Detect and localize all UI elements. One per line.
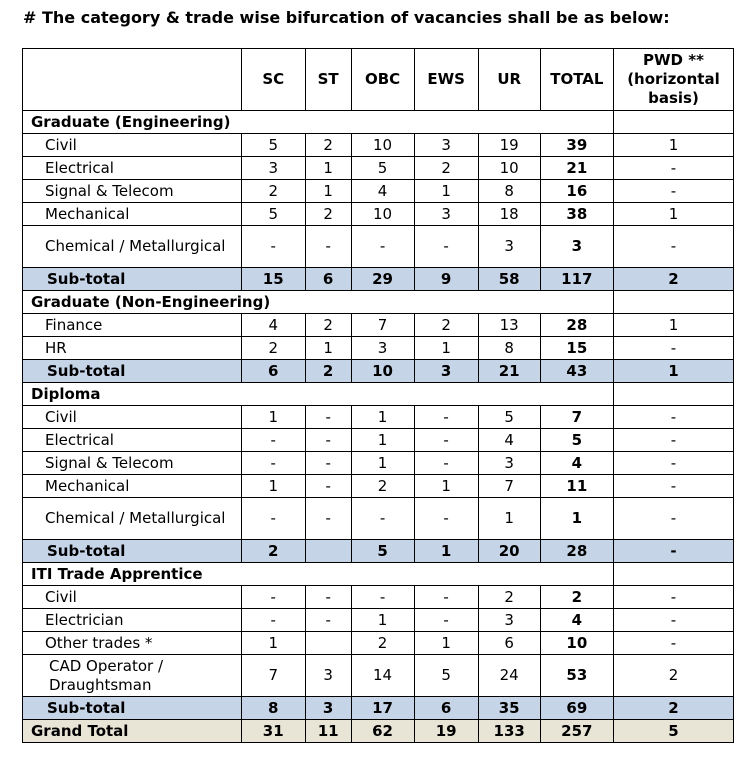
pwd-cell: - (613, 609, 733, 632)
st-cell: - (305, 498, 351, 540)
obc-cell: 4 (351, 180, 414, 203)
grand-total-sc-cell: 31 (241, 720, 305, 743)
subtotal-sc-cell: 6 (241, 360, 305, 383)
ews-cell: - (414, 429, 478, 452)
header-cell-ews: EWS (414, 49, 478, 111)
subtotal-label: Sub-total (23, 360, 242, 383)
total-cell: 28 (540, 314, 613, 337)
table-row (23, 632, 734, 655)
subtotal-st-cell: 6 (305, 268, 351, 291)
section-header-row (23, 563, 734, 586)
st-cell: - (305, 406, 351, 429)
sc-cell: 2 (241, 337, 305, 360)
header-row (23, 49, 734, 111)
pwd-cell: - (613, 586, 733, 609)
section-blank-cell (613, 291, 733, 314)
subtotal-pwd-cell: 2 (613, 268, 733, 291)
trade-name-cell: Mechanical (23, 475, 242, 498)
grand-total-st-cell: 11 (305, 720, 351, 743)
sc-cell: - (241, 609, 305, 632)
total-cell: 7 (540, 406, 613, 429)
pwd-cell: 1 (613, 314, 733, 337)
table-row (23, 406, 734, 429)
trade-name-cell: Finance (23, 314, 242, 337)
ur-cell: 18 (478, 203, 540, 226)
ews-cell: 3 (414, 134, 478, 157)
pwd-cell: - (613, 226, 733, 268)
pwd-cell: - (613, 180, 733, 203)
st-cell: - (305, 475, 351, 498)
subtotal-sc-cell: 15 (241, 268, 305, 291)
trade-name-cell: Chemical / Metallurgical (23, 498, 242, 540)
st-cell: 2 (305, 203, 351, 226)
sc-cell: 1 (241, 406, 305, 429)
ews-cell: - (414, 406, 478, 429)
subtotal-total-cell: 43 (540, 360, 613, 383)
sc-cell: - (241, 452, 305, 475)
table-row (23, 134, 734, 157)
trade-name-cell: Chemical / Metallurgical (23, 226, 242, 268)
total-cell: 3 (540, 226, 613, 268)
subtotal-total-cell: 117 (540, 268, 613, 291)
st-cell (305, 632, 351, 655)
pwd-cell: - (613, 475, 733, 498)
total-cell: 38 (540, 203, 613, 226)
subtotal-obc-cell: 29 (351, 268, 414, 291)
sc-cell: - (241, 498, 305, 540)
subtotal-ews-cell: 3 (414, 360, 478, 383)
sc-cell: 1 (241, 475, 305, 498)
trade-name-cell: Electrical (23, 157, 242, 180)
pwd-cell: - (613, 429, 733, 452)
grand-total-row (23, 720, 734, 743)
ur-cell: 7 (478, 475, 540, 498)
table-row (23, 429, 734, 452)
ur-cell: 19 (478, 134, 540, 157)
ews-cell: - (414, 226, 478, 268)
subtotal-label: Sub-total (23, 697, 242, 720)
st-cell: - (305, 226, 351, 268)
ews-cell: - (414, 498, 478, 540)
ews-cell: 1 (414, 337, 478, 360)
obc-cell: 5 (351, 157, 414, 180)
total-cell: 53 (540, 655, 613, 697)
obc-cell: 2 (351, 632, 414, 655)
subtotal-st-cell: 2 (305, 360, 351, 383)
section-header-row (23, 111, 734, 134)
section-header-row (23, 291, 734, 314)
obc-cell: - (351, 586, 414, 609)
table-row (23, 655, 734, 697)
ews-cell: 2 (414, 157, 478, 180)
subtotal-ews-cell: 1 (414, 540, 478, 563)
subtotal-pwd-cell: 2 (613, 697, 733, 720)
vacancy-table (22, 48, 734, 743)
st-cell: - (305, 609, 351, 632)
st-cell: 1 (305, 337, 351, 360)
total-cell: 15 (540, 337, 613, 360)
total-cell: 39 (540, 134, 613, 157)
ews-cell: - (414, 452, 478, 475)
pwd-cell: - (613, 632, 733, 655)
st-cell: - (305, 452, 351, 475)
total-cell: 4 (540, 452, 613, 475)
obc-cell: - (351, 226, 414, 268)
sc-cell: 5 (241, 134, 305, 157)
table-body (23, 111, 734, 743)
ur-cell: 8 (478, 180, 540, 203)
ur-cell: 2 (478, 586, 540, 609)
section-title: ITI Trade Apprentice (23, 563, 614, 586)
section-title: Graduate (Engineering) (23, 111, 614, 134)
total-cell: 4 (540, 609, 613, 632)
total-cell: 21 (540, 157, 613, 180)
subtotal-sc-cell: 2 (241, 540, 305, 563)
grand-total-obc-cell: 62 (351, 720, 414, 743)
sc-cell: 1 (241, 632, 305, 655)
st-cell: 1 (305, 180, 351, 203)
ews-cell: 1 (414, 475, 478, 498)
table-row (23, 475, 734, 498)
ews-cell: - (414, 609, 478, 632)
subtotal-ews-cell: 6 (414, 697, 478, 720)
ur-cell: 6 (478, 632, 540, 655)
grand-total-ews-cell: 19 (414, 720, 478, 743)
trade-name-cell: Civil (23, 406, 242, 429)
obc-cell: 10 (351, 134, 414, 157)
subtotal-ur-cell: 21 (478, 360, 540, 383)
ur-cell: 10 (478, 157, 540, 180)
header-cell-st: ST (305, 49, 351, 111)
subtotal-row (23, 360, 734, 383)
trade-name-cell: Mechanical (23, 203, 242, 226)
subtotal-total-cell: 69 (540, 697, 613, 720)
subtotal-total-cell: 28 (540, 540, 613, 563)
total-cell: 2 (540, 586, 613, 609)
header-cell-total: TOTAL (540, 49, 613, 111)
subtotal-row (23, 540, 734, 563)
obc-cell: 1 (351, 429, 414, 452)
trade-name-cell: Civil (23, 134, 242, 157)
ur-cell: 13 (478, 314, 540, 337)
total-cell: 1 (540, 498, 613, 540)
subtotal-sc-cell: 8 (241, 697, 305, 720)
subtotal-pwd-cell: - (613, 540, 733, 563)
sc-cell: 3 (241, 157, 305, 180)
grand-total-pwd-cell: 5 (613, 720, 733, 743)
pwd-cell: - (613, 406, 733, 429)
trade-name-cell: Other trades * (23, 632, 242, 655)
obc-cell: 7 (351, 314, 414, 337)
section-blank-cell (613, 563, 733, 586)
subtotal-ur-cell: 20 (478, 540, 540, 563)
pwd-cell: - (613, 498, 733, 540)
ur-cell: 24 (478, 655, 540, 697)
sc-cell: 7 (241, 655, 305, 697)
ews-cell: 5 (414, 655, 478, 697)
sc-cell: 4 (241, 314, 305, 337)
header-cell-ur: UR (478, 49, 540, 111)
section-title: Graduate (Non-Engineering) (23, 291, 614, 314)
st-cell: - (305, 429, 351, 452)
grand-total-ur-cell: 133 (478, 720, 540, 743)
subtotal-st-cell (305, 540, 351, 563)
ur-cell: 3 (478, 609, 540, 632)
total-cell: 10 (540, 632, 613, 655)
subtotal-ur-cell: 58 (478, 268, 540, 291)
table-row (23, 226, 734, 268)
table-row (23, 180, 734, 203)
header-cell-obc: OBC (351, 49, 414, 111)
pwd-cell: - (613, 452, 733, 475)
ews-cell: 1 (414, 632, 478, 655)
pwd-cell: 1 (613, 203, 733, 226)
subtotal-row (23, 697, 734, 720)
subtotal-ews-cell: 9 (414, 268, 478, 291)
obc-cell: - (351, 498, 414, 540)
subtotal-label: Sub-total (23, 540, 242, 563)
subtotal-pwd-cell: 1 (613, 360, 733, 383)
obc-cell: 10 (351, 203, 414, 226)
table-row (23, 337, 734, 360)
ur-cell: 8 (478, 337, 540, 360)
subtotal-st-cell: 3 (305, 697, 351, 720)
table-row (23, 203, 734, 226)
pwd-cell: - (613, 337, 733, 360)
sc-cell: 5 (241, 203, 305, 226)
sc-cell: - (241, 429, 305, 452)
obc-cell: 3 (351, 337, 414, 360)
header-cell-sc: SC (241, 49, 305, 111)
table-row (23, 609, 734, 632)
ur-cell: 3 (478, 226, 540, 268)
ews-cell: 1 (414, 180, 478, 203)
trade-name-cell: Civil (23, 586, 242, 609)
page-title: # The category & trade wise bifurcation of vacancies shall be as below: (23, 8, 670, 27)
sc-cell: - (241, 586, 305, 609)
subtotal-obc-cell: 17 (351, 697, 414, 720)
section-header-row (23, 383, 734, 406)
sc-cell: - (241, 226, 305, 268)
total-cell: 16 (540, 180, 613, 203)
st-cell: 2 (305, 134, 351, 157)
st-cell: - (305, 586, 351, 609)
trade-name-cell: Signal & Telecom (23, 452, 242, 475)
header-cell-pwd: PWD ** (horizontal basis) (613, 49, 733, 111)
section-title: Diploma (23, 383, 614, 406)
subtotal-obc-cell: 10 (351, 360, 414, 383)
subtotal-row (23, 268, 734, 291)
section-blank-cell (613, 383, 733, 406)
trade-name-cell: Electrical (23, 429, 242, 452)
obc-cell: 1 (351, 406, 414, 429)
ur-cell: 4 (478, 429, 540, 452)
trade-name-cell: Electrician (23, 609, 242, 632)
obc-cell: 2 (351, 475, 414, 498)
trade-name-cell: HR (23, 337, 242, 360)
obc-cell: 1 (351, 452, 414, 475)
total-cell: 11 (540, 475, 613, 498)
subtotal-ur-cell: 35 (478, 697, 540, 720)
ews-cell: 3 (414, 203, 478, 226)
total-cell: 5 (540, 429, 613, 452)
section-blank-cell (613, 111, 733, 134)
subtotal-obc-cell: 5 (351, 540, 414, 563)
st-cell: 2 (305, 314, 351, 337)
trade-name-cell: Signal & Telecom (23, 180, 242, 203)
ews-cell: - (414, 586, 478, 609)
table-row (23, 157, 734, 180)
trade-name-cell: CAD Operator / Draughtsman (23, 655, 242, 697)
st-cell: 3 (305, 655, 351, 697)
ur-cell: 5 (478, 406, 540, 429)
table-row (23, 498, 734, 540)
ur-cell: 3 (478, 452, 540, 475)
grand-total-label: Grand Total (23, 720, 242, 743)
table-row (23, 452, 734, 475)
ews-cell: 2 (414, 314, 478, 337)
obc-cell: 1 (351, 609, 414, 632)
table-row (23, 314, 734, 337)
obc-cell: 14 (351, 655, 414, 697)
pwd-cell: 1 (613, 134, 733, 157)
sc-cell: 2 (241, 180, 305, 203)
st-cell: 1 (305, 157, 351, 180)
subtotal-label: Sub-total (23, 268, 242, 291)
grand-total-total-cell: 257 (540, 720, 613, 743)
ur-cell: 1 (478, 498, 540, 540)
pwd-cell: - (613, 157, 733, 180)
table-row (23, 586, 734, 609)
pwd-cell: 2 (613, 655, 733, 697)
header-cell-trade (23, 49, 242, 111)
